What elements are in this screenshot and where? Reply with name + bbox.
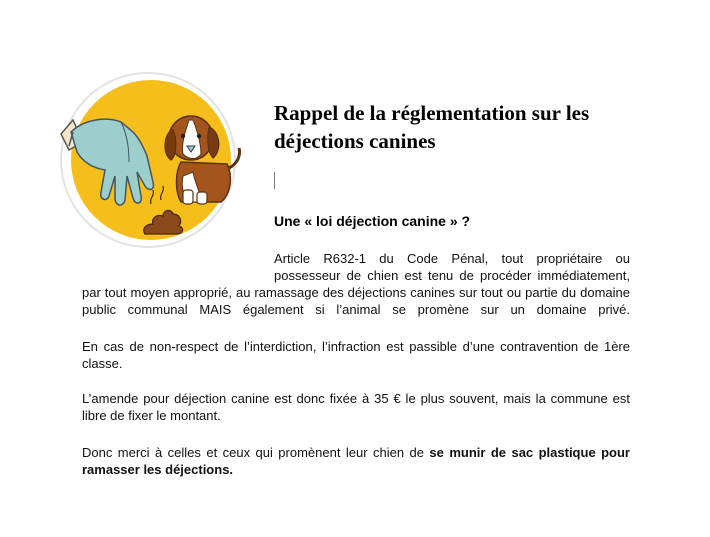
section-heading: Une « loi déjection canine » ? [274,213,471,229]
paragraph-line: En cas de non-respect de l’interdiction, l’infraction est passible d’une contravention de 1ère [82,339,630,354]
dog-poop-illustration [43,72,253,248]
paragraph-line: public communal MAIS également si l’animal se promène sur un domaine privé. [82,302,630,317]
page-title: Rappel de la réglementation sur les déjections canines [274,101,590,153]
paragraph-infraction [82,338,630,372]
paragraph-line: libre de fixer le montant. [82,408,221,423]
paragraph-line: L’amende pour déjection canine est donc fixée à 35 € le plus souvent, mais la commune est [82,391,630,406]
paragraph-merci [82,444,630,478]
paragraph-bold-text: se munir de sac plastique pour [429,445,630,460]
paragraph-line: possesseur de chien est tenu de procéder immédiatement, [274,268,630,283]
paragraph-line: Article R632-1 du Code Pénal, tout propriétaire ou [274,251,630,266]
paragraph-line: classe. [82,356,123,371]
paragraph-amende [82,390,630,424]
text-cursor [274,172,275,189]
paragraph-line [82,444,630,461]
paragraph-bold-text: ramasser les déjections. [82,462,234,477]
paragraph-line: par tout moyen approprié, au ramassage des déjections canines sur tout ou partie du domaine [82,285,630,300]
paragraph-text: Donc merci à celles et ceux qui promènent leur chien de [82,445,430,460]
paragraph-article [82,250,630,318]
